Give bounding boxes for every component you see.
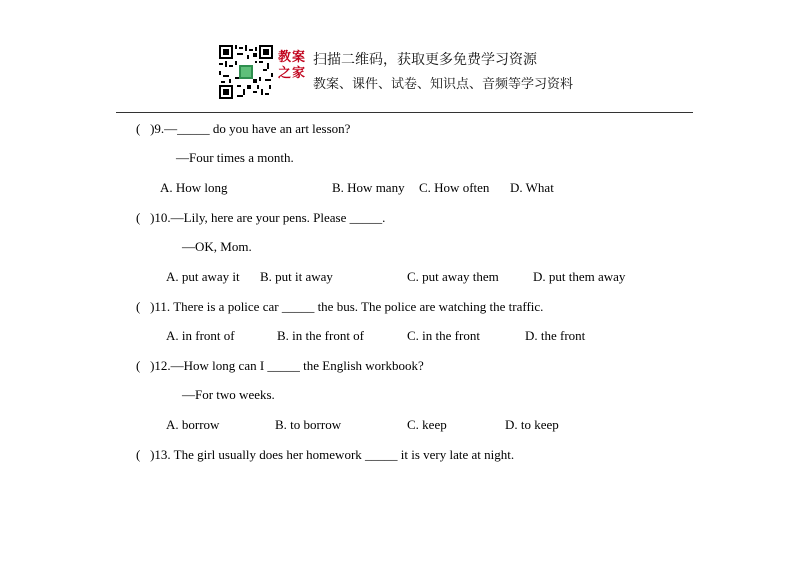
question-12-reply: —For two weeks. <box>182 387 275 402</box>
question-12-option-c: C. keep <box>407 417 447 432</box>
question-10-option-c: C. put away them <box>407 269 499 284</box>
site-logo <box>276 50 308 90</box>
question-11-option-a: A. in front of <box>166 328 235 343</box>
question-9-stem: ( )9.—_____ do you have an art lesson? <box>136 121 351 136</box>
slogan-line-2: 教案、课件、试卷、知识点、音频等学习资料 <box>313 77 574 92</box>
question-10-option-d: D. put them away <box>533 269 626 284</box>
page-header <box>0 0 800 112</box>
question-11-option-b: B. in the front of <box>277 328 365 343</box>
question-9-option-c: C. How often <box>419 180 490 195</box>
question-11-option-d: D. the front <box>525 328 586 343</box>
question-10-option-a: A. put away it <box>166 269 240 284</box>
question-9-option-a: A. How long <box>160 180 228 195</box>
logo-line-1: 教案 <box>277 50 306 65</box>
slogan-line-1: 扫描二维码，获取更多免费学习资源 <box>313 52 537 68</box>
header-slogan <box>313 50 573 95</box>
question-10-option-b: B. put it away <box>260 269 333 284</box>
question-13-stem: ( )13. The girl usually does her homework _____ it is very late at night. <box>136 447 515 462</box>
question-11-stem: ( )11. There is a police car _____ the bus. The police are watching the traffic. <box>136 299 544 314</box>
question-12-stem: ( )12.—How long can I _____ the English workbook? <box>136 358 424 373</box>
question-10-stem: ( )10.—Lily, here are your pens. Please _____. <box>136 210 386 225</box>
question-9-option-b: B. How many <box>332 180 405 195</box>
question-12-option-b: B. to borrow <box>275 417 342 432</box>
qr-code-icon <box>219 45 273 99</box>
question-12-option-d: D. to keep <box>505 417 559 432</box>
logo-line-2: 之家 <box>277 66 306 81</box>
header-divider <box>116 112 693 113</box>
question-10-reply: —OK, Mom. <box>182 239 252 254</box>
question-9-reply: —Four times a month. <box>176 150 294 165</box>
question-9-option-d: D. What <box>510 180 554 195</box>
question-11-option-c: C. in the front <box>407 328 480 343</box>
question-12-option-a: A. borrow <box>166 417 220 432</box>
